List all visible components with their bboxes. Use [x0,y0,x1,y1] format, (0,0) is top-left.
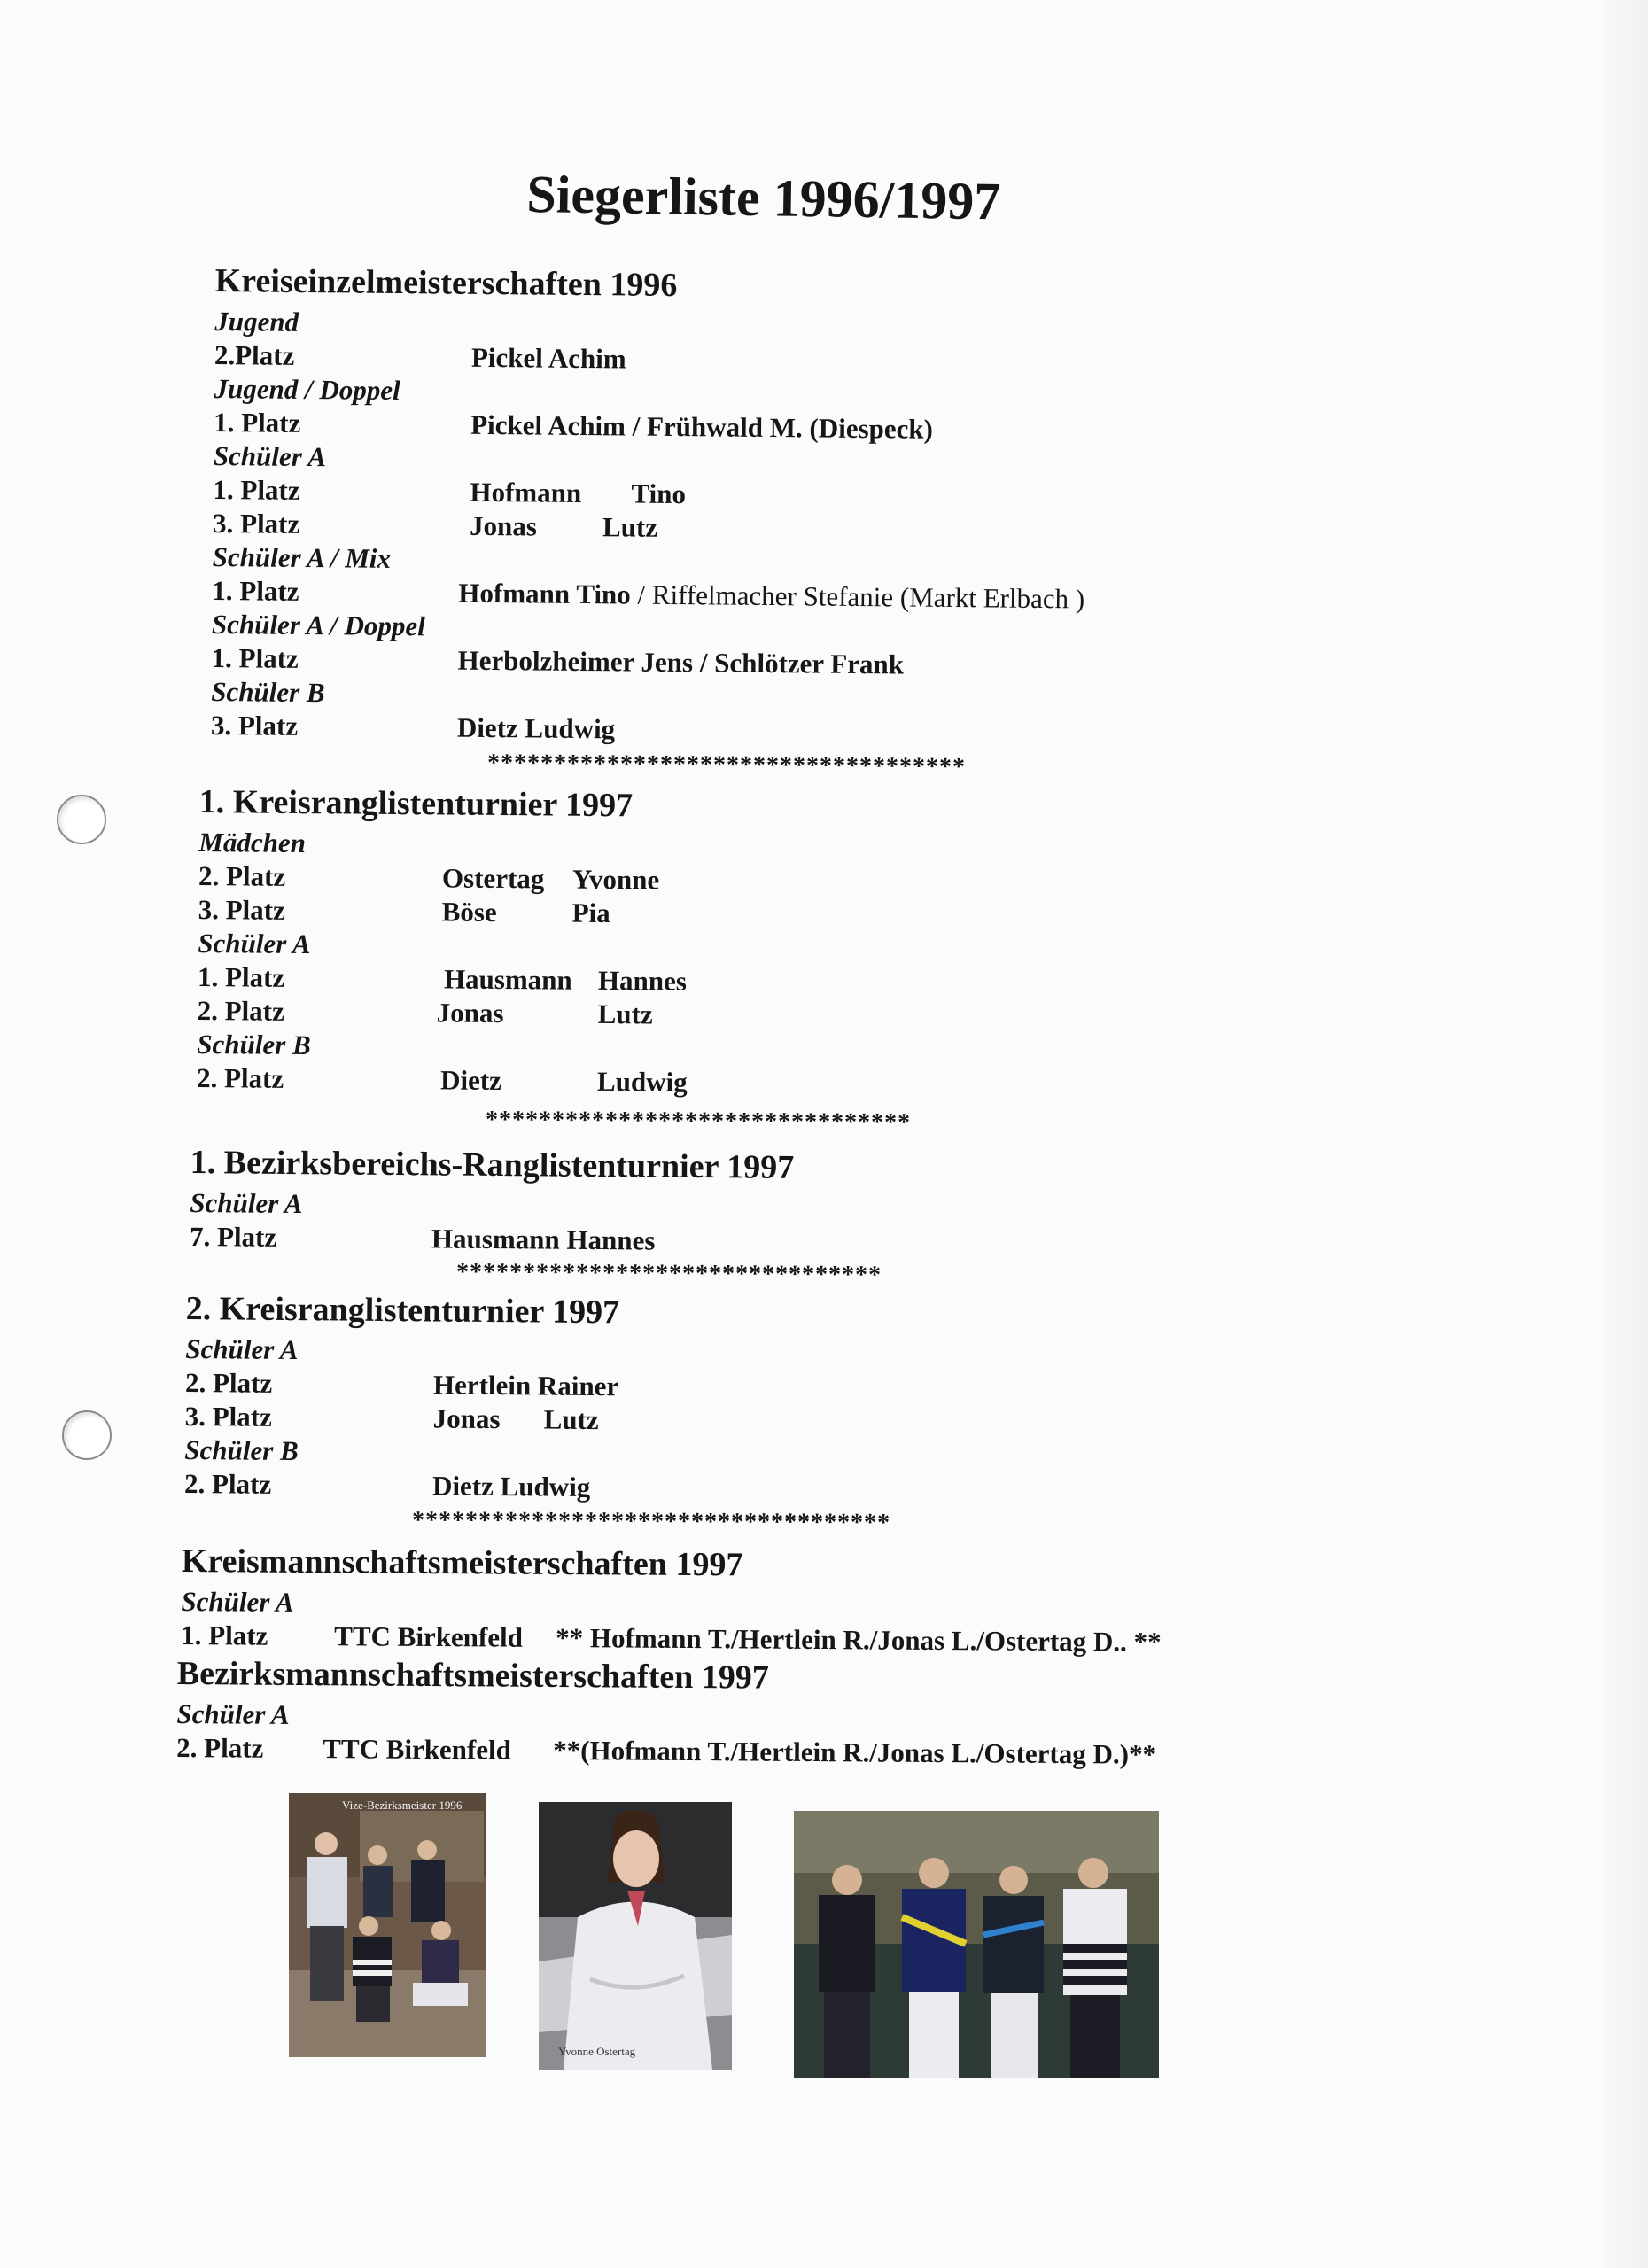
player-name: Pickel Achim [470,341,626,375]
place-label: 2. Platz [197,994,284,1027]
separator-stars: ******************************** [455,1258,882,1289]
category-label: Schüler A / Mix [212,540,392,574]
page-edge [1595,0,1648,2268]
category-label: Schüler A [190,1186,303,1220]
team-name: TTC Birkenfeld [323,1733,512,1766]
separator-stars: ************************************ [486,749,967,781]
player-first-name: Lutz [597,998,653,1030]
place-label: 2. Platz [184,1366,273,1399]
section-heading: Kreismannschaftsmeisterschaften 1997 [181,1542,743,1584]
category-label: Jugend [214,305,299,338]
separator-stars: ******************************** [485,1106,912,1137]
section-bezirksbereichs-ranglistenturnier [190,1138,988,1261]
category-label: Schüler A [185,1332,299,1366]
result-row [184,1467,982,1508]
player-first-name: Tino [631,478,687,510]
category-label: Schüler A [176,1697,290,1730]
category-label: Schüler A [198,927,311,960]
place-label: 1. Platz [197,960,285,993]
section-heading: Bezirksmannschaftsmeisterschaften 1997 [176,1654,770,1697]
place-label: 3. Platz [210,709,299,742]
player-last-name: Hausmann [443,963,572,996]
category-label: Schüler A [181,1585,294,1618]
place-label: 2. Platz [198,859,286,892]
section-heading: 1. Kreisranglistenturnier 1997 [198,782,634,825]
player-last-name: Ostertag [441,862,545,895]
player-first-name: Lutz [602,511,658,543]
player-name: Pickel Achim / Frühwald M. (Diespeck) [470,408,934,445]
team-players: **(Hofmann T./Hertlein R./Jonas L./Ostertag D.)** [553,1734,1157,1770]
place-label: 1. Platz [211,641,299,674]
partner-name: / Riffelmacher Stefanie (Markt Erlbach ) [630,579,1085,615]
place-label: 1. Platz [212,574,299,607]
section-heading: 2. Kreisranglistenturnier 1997 [185,1289,620,1332]
place-label: 7. Platz [189,1220,277,1253]
player-last-name: Jonas [436,997,504,1029]
player-last-name: Böse [441,896,497,928]
section-heading: 1. Bezirksbereichs-Ranglistenturnier 1997 [190,1143,795,1186]
place-label: 2. Platz [183,1467,272,1500]
section-kreismannschaftsmeisterschaften [181,1537,1245,1659]
result-row [190,1220,987,1261]
place-label: 1. Platz [214,406,301,439]
result-row [176,1731,1240,1772]
place-label: 2. Platz [196,1061,284,1094]
team-photo-vize-bezirksmeister [289,1793,486,2057]
player-first-name: Ludwig [596,1065,688,1098]
page-title: Siegerliste 1996/1997 [525,164,1001,231]
result-row [197,1061,994,1102]
category-label: Schüler B [211,675,325,709]
section-kreiseinzelmeisterschaften [211,257,1190,752]
punch-hole-bottom [62,1410,112,1460]
team-players: ** Hofmann T./Hertlein R./Jonas L./Ostertag D.. ** [556,1621,1162,1658]
place-label: 2.Platz [214,338,295,371]
player-name: Hofmann Tino [458,577,631,610]
section-kreisranglistenturnier-1 [197,778,997,1102]
category-label: Schüler A / Doppel [211,608,426,642]
player-name: Hausmann Hannes [431,1223,656,1256]
category-label: Schüler B [197,1028,311,1061]
place-label: 3. Platz [184,1400,272,1433]
player-name: Dietz Ludwig [431,1470,591,1503]
player-last-name: Dietz [439,1064,502,1096]
section-bezirksmannschaftsmeisterschaften [176,1650,1240,1772]
category-label: Jugend / Doppel [214,372,400,407]
photo-caption: Yvonne Ostertag [558,2045,636,2058]
player-name: Dietz Ludwig [456,711,616,745]
punch-hole-top [57,795,106,844]
place-label: 3. Platz [198,893,285,926]
place-label: 2. Platz [176,1731,264,1764]
section-heading: Kreiseinzelmeisterschaften 1996 [214,261,678,305]
player-last-name: Jonas [432,1402,501,1435]
player-first-name: Lutz [543,1403,599,1436]
place-label: 1. Platz [213,473,300,506]
section-kreisranglistenturnier-2 [184,1285,983,1508]
separator-stars: ************************************ [411,1506,891,1537]
team-photo-four-players [794,1811,1159,2078]
place-label: 1. Platz [181,1619,268,1651]
player-last-name: Jonas [469,509,538,542]
player-first-name: Pia [571,897,610,929]
team-name: TTC Birkenfeld [334,1620,524,1653]
category-label: Schüler A [213,439,327,473]
player-name: Herbolzheimer Jens / Schlötzer Frank [457,644,905,680]
category-label: Mädchen [198,826,307,859]
category-label: Schüler B [184,1433,299,1467]
player-last-name: Hofmann [470,476,582,509]
player-name: Hertlein Rainer [432,1369,619,1402]
photo-caption: Vize-Bezirksmeister 1996 [342,1798,463,1812]
place-label: 3. Platz [212,507,300,540]
portrait-photo [539,1802,732,2070]
player-first-name: Hannes [597,964,688,997]
player-first-name: Yvonne [571,863,660,896]
